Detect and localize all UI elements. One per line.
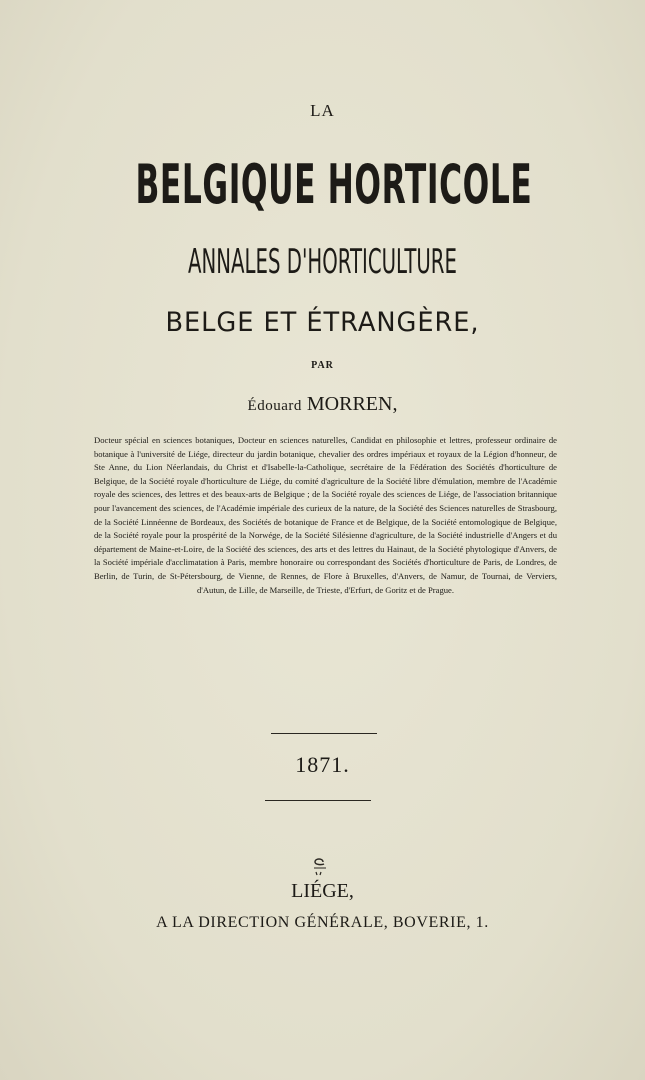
author-last-name: MORREN, <box>306 393 398 415</box>
author-credentials: Docteur spécial en sciences botaniques, Docteur en sciences naturelles, Candidat en philosophie et lettres, professeur ordinaire de botanique à l'université de Liége, directeur du jardin botanique, chevalier des ordres impériaux et royaux de la Légion d'honneur, de Ste Anne, du Lion Néerlandais, du Christ et d'Isabelle-la-Catholique, secrétaire de la Fédération des Sociétés d'horticulture de Belgique, de la Société royale d'horticulture de Liége, du comité d'agriculture de la Société libre d'émulation, membre de l'Académie royale des sciences, des lettres et des beaux-arts de Belgique ; de la Société royale des sciences de Liége, de l'association britannique pour l'avancement des sciences, de l'Académie impériale des curieux de la nature, de la Société des Sciences naturelles de Strasbourg, de la Société Linnéenne de Bordeaux, des Sociétés de botanique de France et de Belgique, de la Société entomologique de Belgique, de la Société royale pour la prospérité de la Norwége, de la Société Silésienne d'agriculture, de la Société industrielle d'Angers et du département de Maine-et-Loire, de la Société des sciences, des arts et des lettres du Hainaut, de la Société phytologique d'Anvers, de la Société impériale d'acclimatation à Paris, membre honoraire ou correspondant des Sociétés d'horticulture de Paris, de Londres, de Berlin, de Turin, de St-Pétersbourg, de Vienne, de Rennes, de Flore à Bruxelles, d'Anvers, de Namur, de Tournai, de Verviers, d'Autun, de Lille, de Marseille, de Trieste, d'Erfurt, de Goritz et de Prague. <box>94 435 557 595</box>
subtitle-line1: ANNALES D'HORTICULTURE <box>188 242 457 282</box>
author-first-name: Édouard <box>247 398 302 414</box>
subtitle-line2: BELGE ET ÉTRANGÈRE, <box>165 307 480 338</box>
article-la: LA <box>310 101 335 120</box>
author-name <box>0 393 645 416</box>
divider-top <box>271 733 377 734</box>
publication-city: LIÉGE, <box>291 880 354 902</box>
divider-bottom <box>265 800 371 801</box>
main-title: BELGIQUE HORTICOLE <box>135 153 533 216</box>
publisher-line: A LA DIRECTION GÉNÉRALE, BOVERIE, 1. <box>156 914 489 931</box>
printer-ornament-icon <box>310 856 328 880</box>
publication-year: 1871. <box>295 752 350 777</box>
par-label: PAR <box>311 360 334 371</box>
